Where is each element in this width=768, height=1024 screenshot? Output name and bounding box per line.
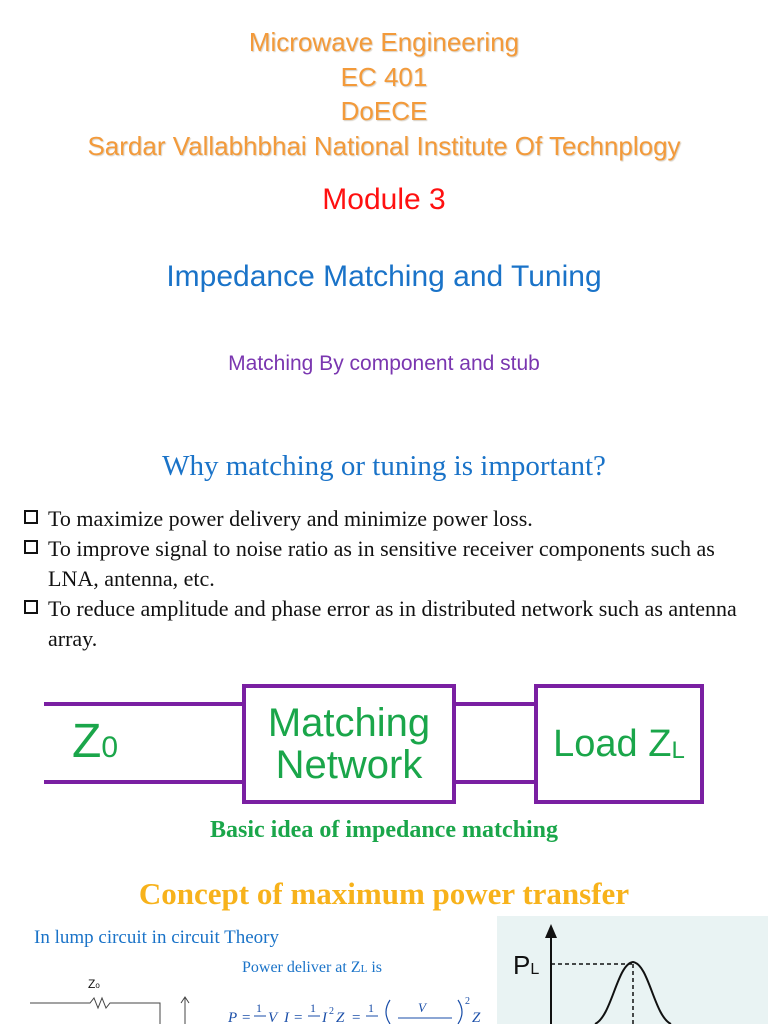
svg-text:2: 2 (465, 996, 470, 1007)
load-sub: L (671, 737, 685, 764)
load-label: Load Z (553, 722, 672, 765)
svg-text:V: V (268, 1010, 278, 1024)
source-z: Z (72, 715, 102, 768)
svg-text:Z: Z (472, 1010, 481, 1024)
power-sub: L (360, 963, 368, 975)
lump-text: In lump circuit in circuit Theory (34, 927, 279, 948)
svg-text:1: 1 (368, 1001, 374, 1015)
power-label: Power deliver at Z (242, 959, 361, 976)
svg-text:1: 1 (310, 1001, 316, 1015)
why-heading: Why matching or tuning is important? (162, 450, 606, 482)
diagram-caption: Basic idea of impedance matching (210, 817, 558, 843)
svg-text:=: = (242, 1010, 251, 1024)
svg-text:=: = (352, 1010, 361, 1024)
svg-text:V: V (418, 1000, 426, 1015)
circuit-wires-icon (30, 975, 230, 1024)
network-line1: Matching (267, 701, 431, 745)
course-title: Microwave Engineering (248, 27, 520, 57)
matching-network-block (242, 684, 456, 804)
source-sub: 0 (101, 731, 119, 764)
svg-text:P: P (228, 1010, 238, 1024)
svg-text:=: = (294, 1010, 303, 1024)
power-suffix: is (367, 959, 383, 976)
svg-text:Z: Z (336, 1010, 345, 1024)
department: DoECE (340, 96, 428, 126)
checkbox-bullet-icon (24, 510, 38, 524)
line-bottom-mid (456, 780, 538, 784)
bullet-text: To reduce amplitude and phase error as in distributed network such as antenna array. (48, 596, 737, 651)
checkbox-bullet-icon (24, 540, 38, 554)
graph-axis-label: PL (513, 950, 540, 980)
svg-text:2: 2 (329, 1006, 334, 1017)
source-impedance (72, 714, 118, 769)
module-label: Module 3 (322, 183, 446, 216)
power-curve-icon (497, 916, 768, 1024)
svg-text:I: I (322, 1010, 327, 1024)
bullet-text: To improve signal to noise ratio as in sensitive receiver components such as LNA, antenna, etc. (48, 536, 715, 591)
matching-diagram (44, 684, 724, 804)
power-equation (222, 992, 492, 1024)
concept-heading: Concept of maximum power transfer (138, 876, 630, 911)
bullet-text: To maximize power delivery and minimize power loss. (48, 506, 533, 531)
course-code: EC 401 (340, 62, 428, 92)
checkbox-bullet-icon (24, 600, 38, 614)
page-title: Impedance Matching and Tuning (166, 260, 602, 293)
line-top-left (44, 702, 244, 706)
power-graph-panel (497, 916, 768, 1024)
svg-text:1: 1 (256, 1001, 262, 1015)
list-item (22, 534, 762, 594)
bullet-list (22, 504, 762, 654)
svg-text:I: I (284, 1010, 289, 1024)
circuit-sketch (30, 975, 230, 1024)
line-bottom-left (44, 780, 244, 784)
page-subtitle: Matching By component and stub (228, 352, 540, 375)
line-top-mid (456, 702, 538, 706)
load-block (534, 684, 704, 804)
institute-name: Sardar Vallabhbhai National Institute Of Technplogy (87, 131, 681, 161)
list-item (22, 594, 762, 654)
circuit-label: Zo (88, 977, 100, 991)
network-line2: Network (275, 743, 423, 787)
list-item (22, 504, 762, 534)
power-text (242, 959, 382, 977)
